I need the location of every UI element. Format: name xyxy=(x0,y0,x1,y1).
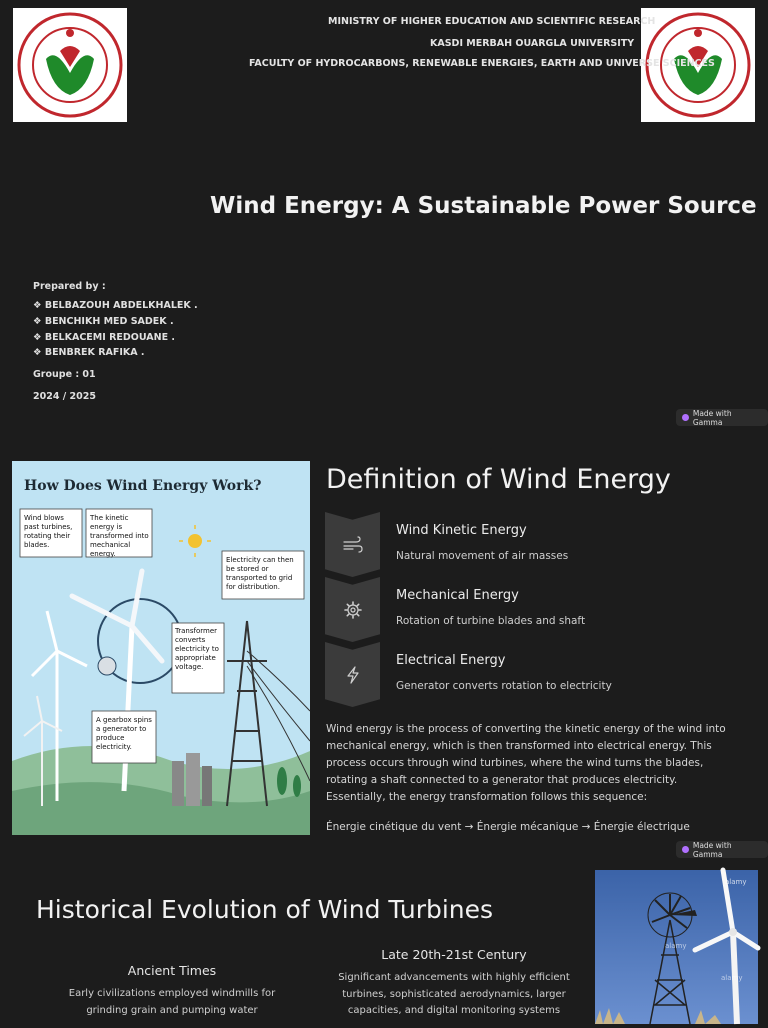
watermark-text: alamy xyxy=(725,878,747,886)
step-3-desc: Generator converts rotation to electricity xyxy=(396,680,612,692)
era-1-desc: Early civilizations employed windmills for grinding grain and pumping water xyxy=(68,988,276,1016)
gear-icon xyxy=(344,601,362,619)
sun-icon xyxy=(188,534,202,548)
gamma-badge-label: Made with Gamma xyxy=(692,408,732,427)
history-title: Historical Evolution of Wind Turbines xyxy=(36,895,494,924)
step-2-title: Mechanical Energy xyxy=(396,588,519,603)
made-with-gamma-badge[interactable] xyxy=(676,409,768,426)
callout-1: Wind blows past turbines, rotating their blades. xyxy=(24,514,73,549)
university-logo-left xyxy=(13,8,127,122)
wind-energy-illustration xyxy=(12,461,310,835)
era-2-title: Late 20th-21st Century xyxy=(381,947,527,962)
year-label: 2024 / 2025 xyxy=(33,391,96,402)
era-1-title: Ancient Times xyxy=(127,963,217,978)
era-2-desc: Significant advancements with highly efficient turbines, sophisticated aerodynamics, larger capacities, and digital monitoring systems xyxy=(338,972,570,1016)
watermark-text: alamy xyxy=(665,942,687,950)
ministry-line: MINISTRY OF HIGHER EDUCATION AND SCIENTIFIC RESEARCH xyxy=(328,16,656,27)
step-2-desc: Rotation of turbine blades and shaft xyxy=(396,615,586,627)
faculty-line: FACULTY OF HYDROCARBONS, RENEWABLE ENERGIES, EARTH AND UNIVERSE SCIENCES xyxy=(249,58,715,69)
prepared-by-label: Prepared by : xyxy=(33,281,106,292)
energy-sequence: Énergie cinétique du vent → Énergie mécanique → Énergie électrique xyxy=(326,821,690,833)
gamma-logo-icon xyxy=(682,846,689,853)
illustration-title: How Does Wind Energy Work? xyxy=(24,478,262,494)
watermark-text: alamy xyxy=(721,974,743,982)
member-1: ❖ BELBAZOUH ABDELKHALEK . xyxy=(33,300,198,311)
gamma-badge-label: Made with Gamma xyxy=(692,840,732,859)
group-label: Groupe : 01 xyxy=(33,369,96,380)
header-block xyxy=(130,16,715,76)
callout-3: Electricity can then be stored or transported to grid for distribution. xyxy=(226,556,294,591)
callout-2: The kinetic energy is transformed into mechanical energy. xyxy=(90,514,149,558)
lightning-icon xyxy=(346,666,360,684)
step-1-tile xyxy=(325,512,380,577)
member-2: ❖ BENCHIKH MED SADEK . xyxy=(33,316,174,327)
callout-4: Transformer converts electricity to appropriate voltage. xyxy=(175,627,219,671)
member-3: ❖ BELKACEMI REDOUANE . xyxy=(33,332,175,343)
presentation-title: Wind Energy: A Sustainable Power Source xyxy=(210,193,757,219)
definition-paragraph: Wind energy is the process of converting the kinetic energy of the wind into mechanical energy, which is then transformed into electrical energy. This process occurs through wind turbines, where the wind turns the blades, rotating a shaft connected to a generator that produces electricity. Essentially, the energy transformation follows this sequence: xyxy=(326,723,726,803)
member-4: ❖ BENBREK RAFIKA . xyxy=(33,347,145,358)
university-line: KASDI MERBAH OUARGLA UNIVERSITY xyxy=(430,38,635,49)
wind-icon xyxy=(343,537,363,553)
definition-title: Definition of Wind Energy xyxy=(326,464,671,495)
step-2-tile xyxy=(325,577,380,642)
windmill-photo xyxy=(595,870,758,1024)
step-1-title: Wind Kinetic Energy xyxy=(396,523,527,538)
callout-5: A gearbox spins a generator to produce electricity. xyxy=(96,716,152,751)
step-1-desc: Natural movement of air masses xyxy=(396,550,569,562)
step-3-title: Electrical Energy xyxy=(396,653,506,668)
step-3-tile xyxy=(325,642,380,707)
made-with-gamma-badge-2[interactable] xyxy=(676,841,768,858)
gamma-logo-icon xyxy=(682,414,689,421)
